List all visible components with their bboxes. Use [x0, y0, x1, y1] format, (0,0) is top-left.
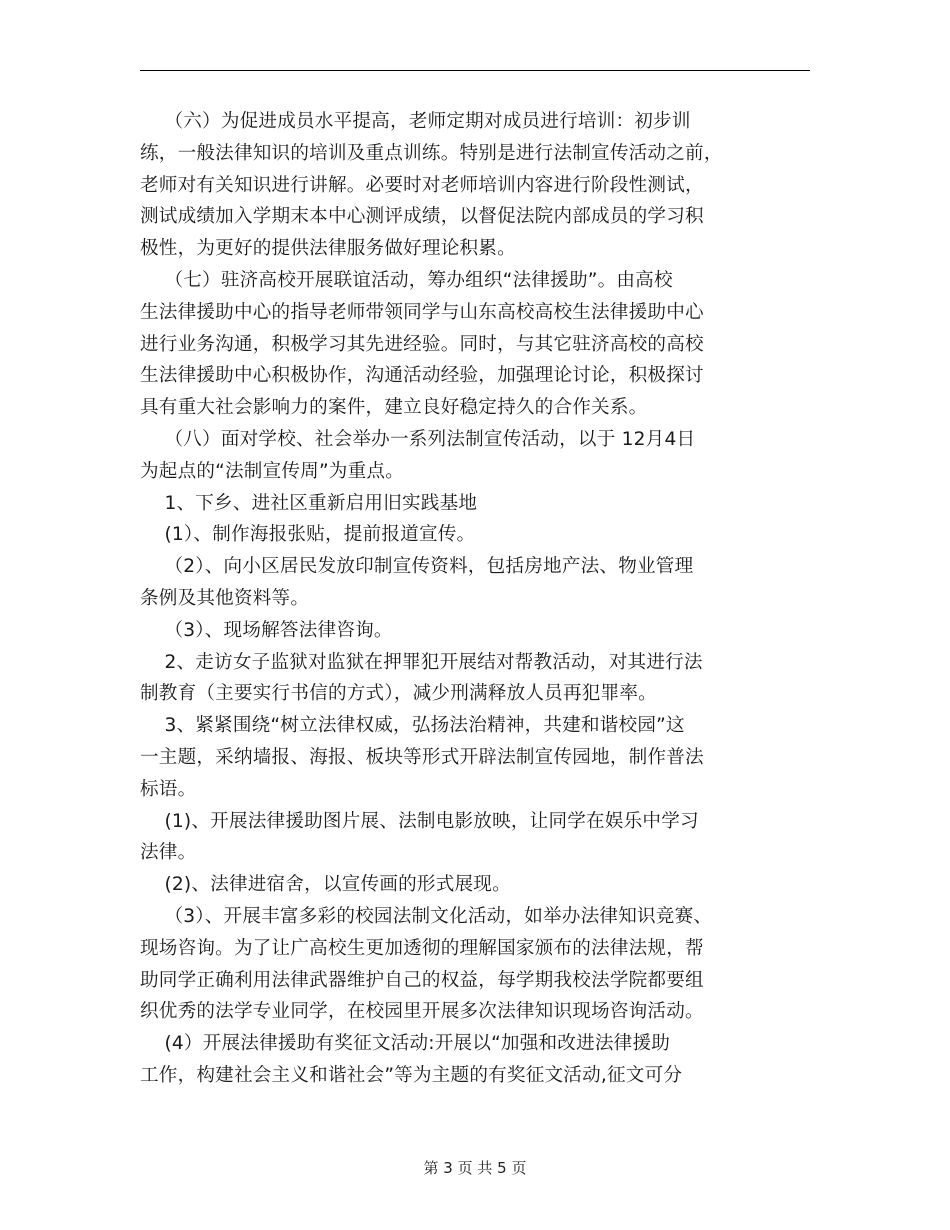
text-line: 标语。	[140, 778, 197, 800]
page-number: 第 3 页 共 5 页	[423, 1159, 527, 1177]
text-line: (1）、制作海报张贴，提前报道宣传。	[140, 524, 476, 546]
text-line: （3）、开展丰富多彩的校园法制文化活动，如举办法律知识竞赛、	[140, 905, 713, 927]
text-line: 3、紧紧围绕“树立法律权威，弘扬法治精神，共建和谐校园”这	[140, 715, 685, 737]
text-line: (1)、开展法律援助图片展、法制电影放映，让同学在娱乐中学习	[140, 810, 699, 832]
text-line: 助同学正确利用法律武器维护自己的权益，每学期我校法学院都要组	[140, 969, 704, 991]
document-body	[140, 106, 820, 1092]
text-line: （七）驻济高校开展联谊活动，筹办组织“法律援助”。由高校	[140, 269, 673, 291]
text-line: 条例及其他资料等。	[140, 587, 310, 609]
text-line: 2、走访女子监狱对监狱在押罪犯开展结对帮教活动，对其进行法	[140, 651, 703, 673]
text-line: （八）面对学校、社会举办一系列法制宣传活动，以于 12月4日	[140, 428, 696, 450]
text-line: 工作，构建社会主义和谐社会”等为主题的有奖征文活动,征文可分	[140, 1064, 683, 1086]
text-line: （2）、向小区居民发放印制宣传资料，包括房地产法、物业管理	[140, 556, 694, 578]
text-line: 现场咨询。为了让广高校生更加透彻的理解国家颁布的法律法规，帮	[140, 937, 704, 959]
text-line: 生法律援助中心的指导老师带领同学与山东高校高校生法律援助中心	[140, 301, 704, 323]
text-line: 练，一般法律知识的培训及重点训练。特别是进行法制宣传活动之前，	[140, 142, 723, 164]
text-line: 生法律援助中心积极协作，沟通活动经验，加强理论讨论，积极探讨	[140, 365, 704, 387]
text-line: 极性，为更好的提供法律服务做好理论积累。	[140, 238, 516, 260]
text-line: (2)、法律进宿舍，以宣传画的形式展现。	[140, 874, 511, 896]
header-rule	[140, 70, 810, 71]
text-line: 测试成绩加入学期末本中心测评成绩，以督促法院内部成员的学习积	[140, 206, 704, 228]
text-line: （六）为促进成员水平提高，老师定期对成员进行培训：初步训	[140, 111, 691, 132]
text-line: 具有重大社会影响力的案件，建立良好稳定持久的合作关系。	[140, 397, 648, 419]
text-line: 1、下乡、进社区重新启用旧实践基地	[140, 492, 478, 514]
text-line: 制教育（主要实行书信的方式），减少刑满释放人员再犯罪率。	[140, 683, 657, 705]
text-line: 为起点的“法制宣传周”为重点。	[140, 460, 404, 482]
text-line: 老师对有关知识进行讲解。必要时对老师培训内容进行阶段性测试，	[140, 174, 704, 196]
text-line: 法律。	[140, 842, 197, 864]
text-line: 一主题，采纳墙报、海报、板块等形式开辟法制宣传园地，制作普法	[140, 746, 704, 768]
text-line: (4）开展法律援助有奖征文活动:开展以“加强和改进法律援助	[140, 1033, 671, 1055]
text-line: （3）、现场解答法律咨询。	[140, 619, 393, 641]
text-line: 织优秀的法学专业同学，在校园里开展多次法律知识现场咨询活动。	[140, 1001, 704, 1023]
text-line: 进行业务沟通，积极学习其先进经验。同时，与其它驻济高校的高校	[140, 333, 704, 355]
